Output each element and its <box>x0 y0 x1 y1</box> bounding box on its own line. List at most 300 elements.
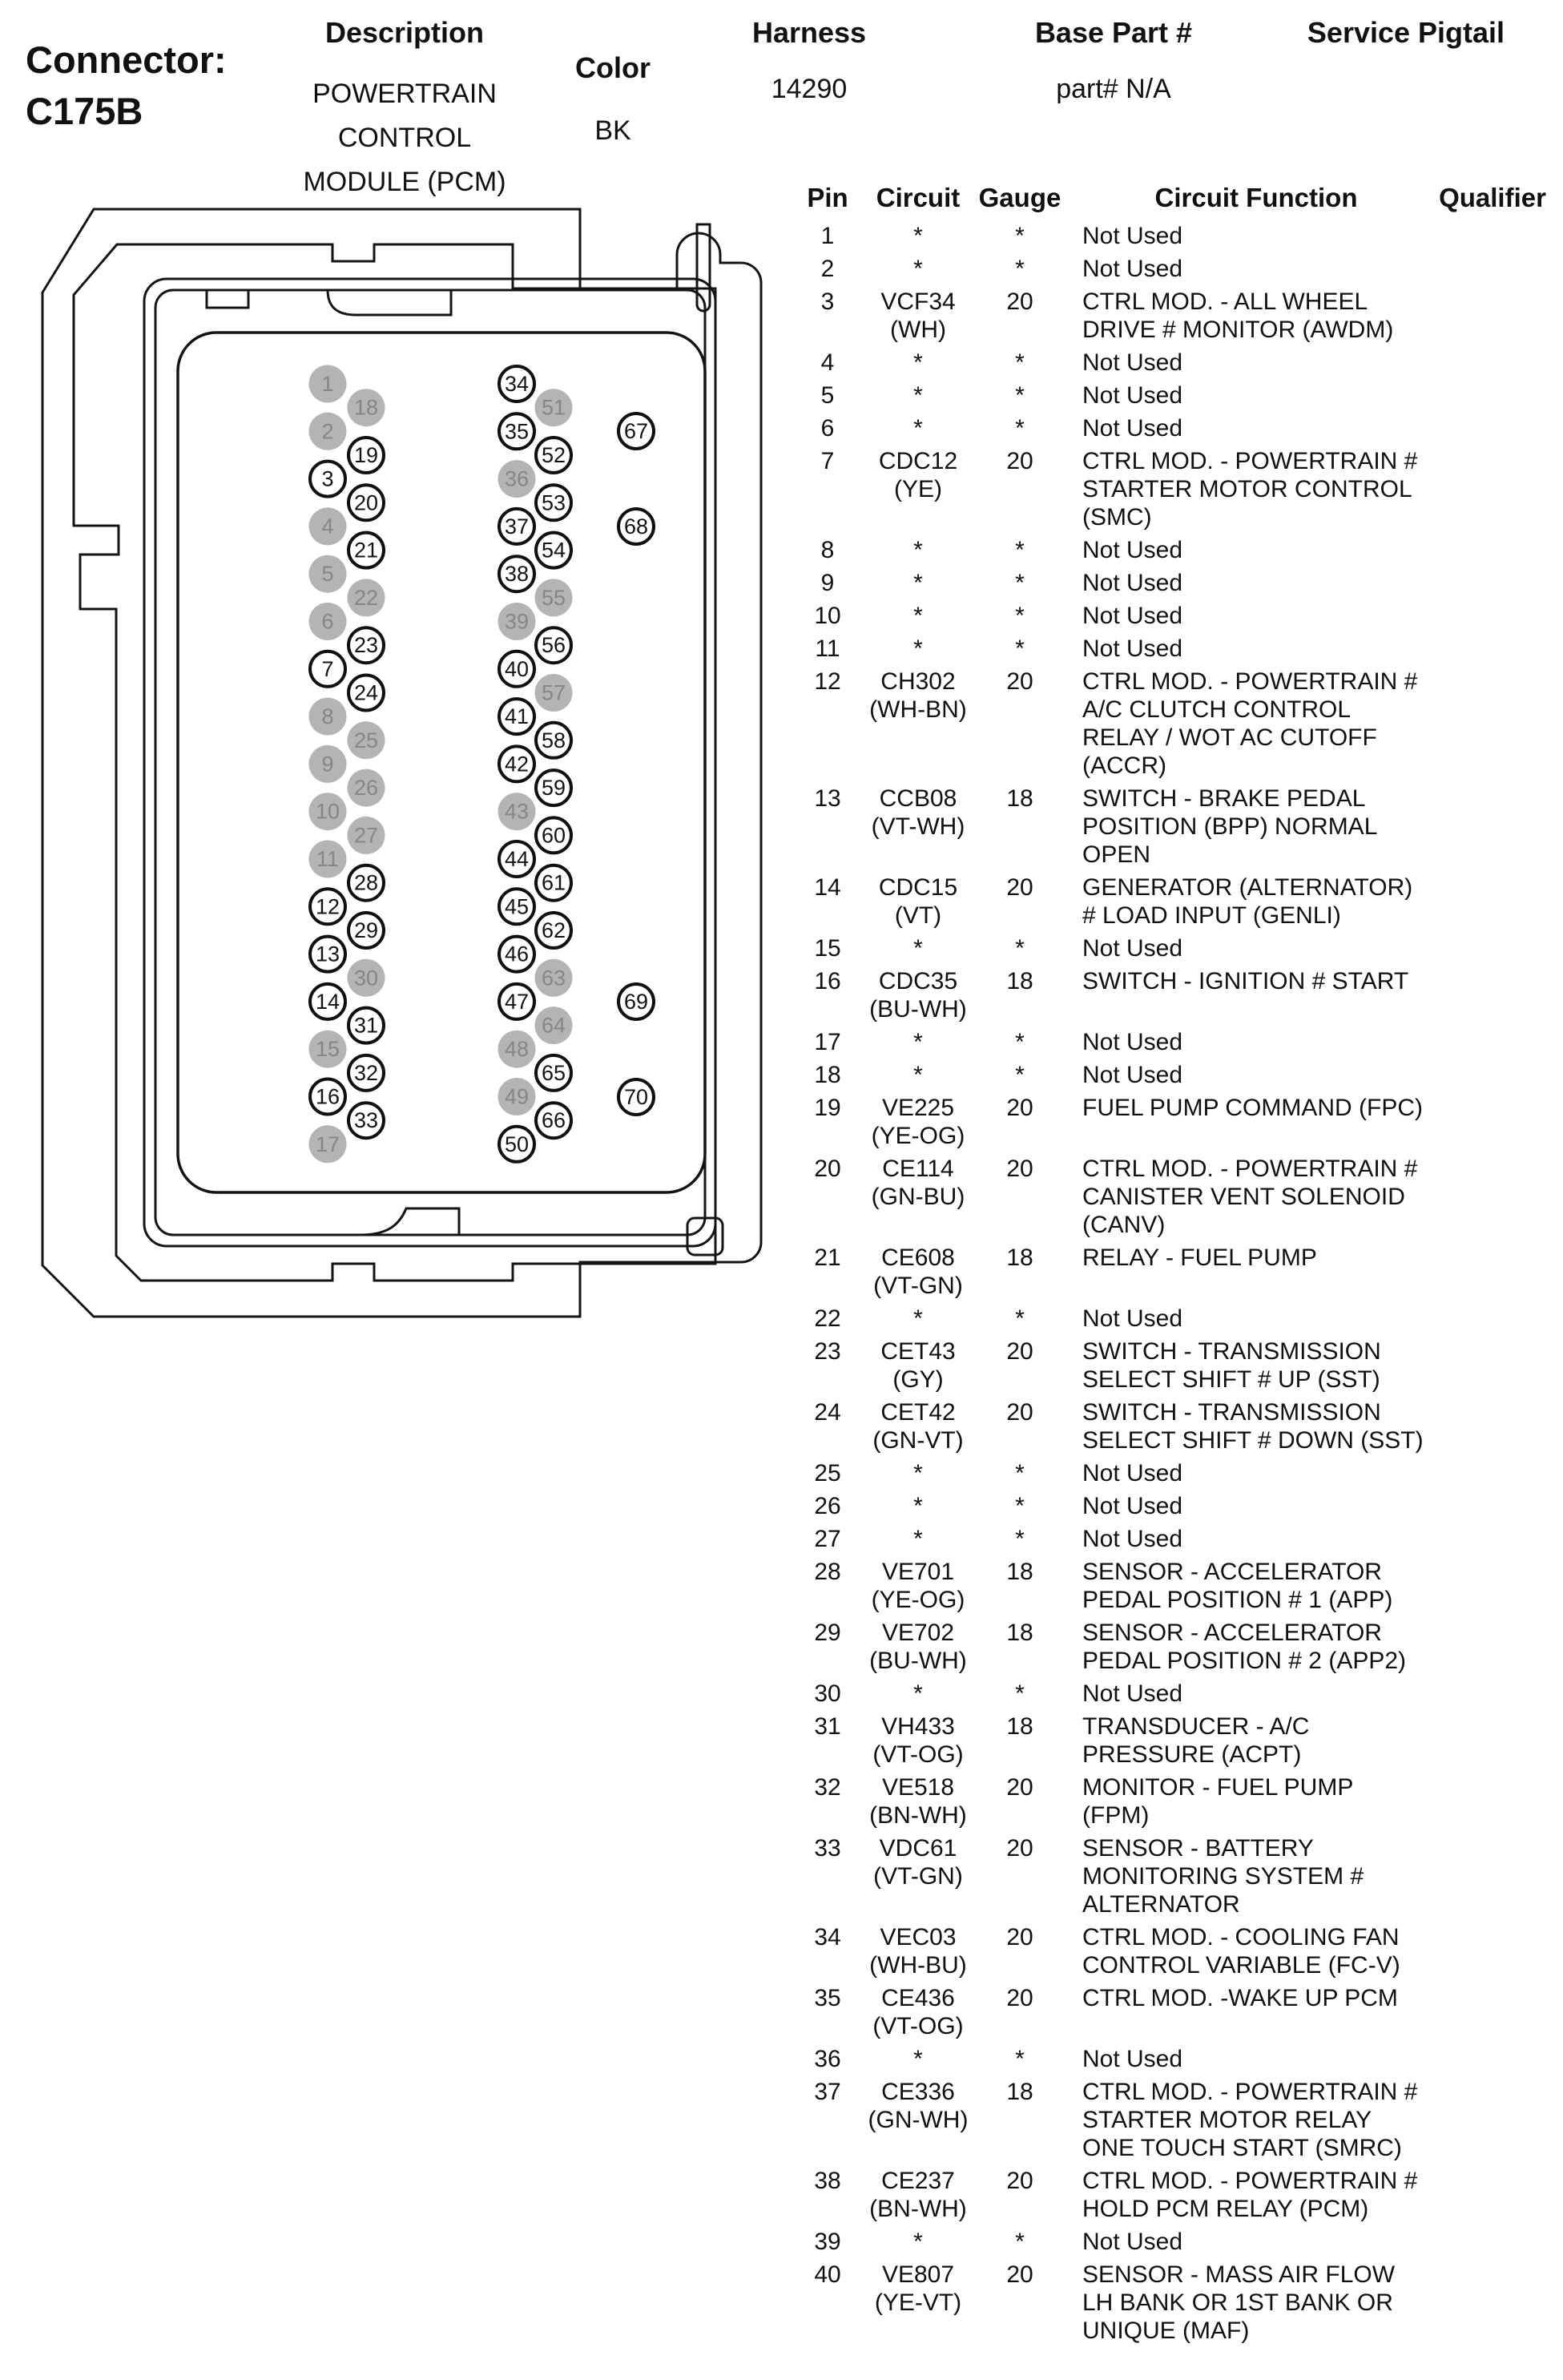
function-line: MONITOR - FUEL PUMP <box>1082 1774 1354 1801</box>
function-cell <box>1082 1834 1430 1918</box>
harness-block <box>745 16 873 105</box>
table-header-row <box>797 183 1555 220</box>
pin-cell: 28 <box>814 1559 841 1585</box>
service-pigtail-label: Service Pigtail <box>1307 16 1505 49</box>
description-line: MODULE (PCM) <box>303 167 506 197</box>
function-cell <box>1082 934 1430 962</box>
function-cell <box>1082 255 1430 283</box>
pin-number: 57 <box>541 680 566 705</box>
circuit-line: CCB08 <box>879 785 957 812</box>
pin-cell: 2 <box>820 256 835 282</box>
function-line: Not Used <box>1082 935 1183 962</box>
function-line: SELECT SHIFT # UP (SST) <box>1082 1366 1380 1393</box>
circuit-line: (GN-WH) <box>868 2107 969 2133</box>
gauge-cell: 20 <box>1006 448 1033 474</box>
function-line: HOLD PCM RELAY (PCM) <box>1082 2196 1369 2222</box>
function-cell <box>1082 1923 1430 1979</box>
function-line: RELAY / WOT AC CUTOFF <box>1082 724 1377 751</box>
table-row <box>797 1302 1555 1335</box>
function-line: CTRL MOD. - POWERTRAIN # <box>1082 668 1418 695</box>
function-cell <box>1082 447 1430 531</box>
table-row <box>797 346 1555 379</box>
function-cell <box>1082 1712 1430 1769</box>
pin-cell: 8 <box>820 537 835 563</box>
pin-cell: 34 <box>814 1924 841 1950</box>
table-row <box>797 1396 1555 1457</box>
table-row <box>797 2043 1555 2075</box>
pin-number: 18 <box>353 395 379 420</box>
function-line: CTRL MOD. - POWERTRAIN # <box>1082 1156 1418 1182</box>
pin-number: 22 <box>353 585 379 610</box>
pin-cell: 26 <box>814 1493 841 1519</box>
pin-cell: 32 <box>814 1774 841 1801</box>
pin-cell: 6 <box>820 415 835 442</box>
circuit-cell <box>858 414 978 442</box>
pin-cell: 27 <box>814 1526 841 1552</box>
pin-number: 23 <box>353 633 379 658</box>
table-row <box>797 2225 1555 2258</box>
gauge-cell: * <box>1015 1493 1025 1519</box>
table-row <box>797 1152 1555 1241</box>
function-line: STARTER MOTOR RELAY <box>1082 2107 1372 2133</box>
function-cell <box>1082 2045 1430 2073</box>
function-line: CTRL MOD. - COOLING FAN <box>1082 1924 1400 1950</box>
pin-number: 65 <box>541 1060 566 1085</box>
circuit-line: VE225 <box>881 1095 955 1121</box>
circuit-line: CE336 <box>881 2079 955 2105</box>
gauge-cell: * <box>1015 603 1025 629</box>
table-row <box>797 665 1555 782</box>
table-row <box>797 1335 1555 1396</box>
description-line: POWERTRAIN <box>312 79 497 109</box>
function-line: TRANSDUCER - A/C <box>1082 1713 1310 1740</box>
pin-number: 42 <box>504 752 530 777</box>
pin-number: 70 <box>623 1085 649 1109</box>
function-cell <box>1082 2261 1430 2345</box>
pin-number: 10 <box>315 799 340 824</box>
table-row <box>797 1457 1555 1490</box>
function-line: POSITION (BPP) NORMAL <box>1082 813 1378 840</box>
circuit-line: * <box>913 223 923 249</box>
pin-cell: 31 <box>814 1713 841 1740</box>
table-row <box>797 285 1555 346</box>
gauge-cell: * <box>1015 2046 1025 2072</box>
pin-number: 24 <box>353 680 379 705</box>
circuit-line: (GY) <box>892 1366 944 1393</box>
pin-number: 28 <box>353 870 379 895</box>
pin-number: 51 <box>541 395 566 420</box>
circuit-line: (WH) <box>890 317 946 343</box>
function-cell <box>1082 536 1430 564</box>
pin-number: 13 <box>315 942 340 966</box>
circuit-line: (VT-GN) <box>873 1863 963 1890</box>
gauge-cell: 20 <box>1006 1985 1033 2011</box>
circuit-line: * <box>913 256 923 282</box>
function-cell <box>1082 635 1430 663</box>
circuit-cell <box>858 447 978 503</box>
pin-cell: 33 <box>814 1835 841 1862</box>
function-cell <box>1082 668 1430 780</box>
pin-number: 49 <box>504 1084 530 1109</box>
function-line: Not Used <box>1082 537 1183 563</box>
circuit-line: (WH-BU) <box>869 1952 967 1979</box>
function-line: Not Used <box>1082 570 1183 596</box>
pin-number: 3 <box>321 466 334 491</box>
gauge-cell: 20 <box>1006 874 1033 901</box>
pin-cell: 9 <box>820 570 835 596</box>
table-row <box>797 2164 1555 2225</box>
table-row <box>797 412 1555 445</box>
table-row <box>797 632 1555 665</box>
pin-number: 58 <box>541 728 566 752</box>
function-cell <box>1082 1337 1430 1394</box>
function-cell <box>1082 222 1430 250</box>
pin-number: 36 <box>504 466 530 491</box>
pin-number: 66 <box>541 1108 566 1133</box>
gauge-cell: 18 <box>1006 1713 1033 1740</box>
table-row <box>797 252 1555 285</box>
pin-number: 33 <box>353 1108 379 1133</box>
circuit-cell <box>858 1558 978 1614</box>
pin-cell: 13 <box>814 785 841 812</box>
circuit-line: * <box>913 2046 923 2072</box>
function-cell <box>1082 1028 1430 1056</box>
table-row <box>797 379 1555 412</box>
function-cell <box>1082 381 1430 409</box>
circuit-line: * <box>913 1460 923 1486</box>
function-cell <box>1082 1305 1430 1333</box>
table-row <box>797 1710 1555 1771</box>
pin-cell: 19 <box>814 1095 841 1121</box>
circuit-cell <box>858 2045 978 2073</box>
gauge-cell: 20 <box>1006 2168 1033 2194</box>
gauge-cell: 20 <box>1006 1835 1033 1862</box>
description-label: Description <box>324 16 485 49</box>
pin-number: 41 <box>504 704 530 729</box>
gauge-cell: * <box>1015 570 1025 596</box>
gauge-cell: 20 <box>1006 288 1033 315</box>
pin-number: 46 <box>504 942 530 966</box>
circuit-line: CET43 <box>880 1338 956 1365</box>
pins-group <box>309 365 655 1164</box>
circuit-line: (BN-WH) <box>869 2196 967 2222</box>
pin-number: 17 <box>315 1132 340 1156</box>
col-header-pin: Pin <box>807 183 848 212</box>
circuit-line: VH433 <box>881 1713 955 1740</box>
table-row <box>797 2075 1555 2164</box>
pin-cell: 23 <box>814 1338 841 1365</box>
circuit-cell <box>858 1337 978 1394</box>
function-line: CTRL MOD. - POWERTRAIN # <box>1082 2079 1418 2105</box>
gauge-cell: * <box>1015 349 1025 376</box>
pin-number: 32 <box>353 1060 379 1085</box>
pin-cell: 12 <box>814 668 841 695</box>
table-row <box>797 1921 1555 1982</box>
circuit-line: * <box>913 1680 923 1707</box>
gauge-cell: 20 <box>1006 2261 1033 2288</box>
table-row <box>797 1677 1555 1710</box>
pin-number: 61 <box>541 870 566 895</box>
pin-number: 63 <box>541 966 566 990</box>
circuit-line: VE807 <box>881 2261 955 2288</box>
cavity-outline <box>178 333 705 1192</box>
table-row <box>797 932 1555 965</box>
gauge-cell: * <box>1015 635 1025 662</box>
function-cell <box>1082 1619 1430 1675</box>
pin-number: 6 <box>321 609 334 634</box>
circuit-line: (VT-GN) <box>873 1273 963 1299</box>
pin-number: 52 <box>541 443 566 467</box>
function-cell <box>1082 602 1430 630</box>
function-line: A/C CLUTCH CONTROL <box>1082 696 1352 723</box>
circuit-line: VE702 <box>881 1620 955 1646</box>
circuit-line: VDC61 <box>879 1835 957 1862</box>
function-line: CTRL MOD. - POWERTRAIN # <box>1082 448 1418 474</box>
function-cell <box>1082 1558 1430 1614</box>
connector-label: Connector: <box>26 38 227 81</box>
bottom-latch-ramp <box>361 1208 459 1235</box>
function-line: Not Used <box>1082 349 1183 376</box>
circuit-cell <box>858 785 978 841</box>
pin-cell: 18 <box>814 1062 841 1088</box>
function-line: RELAY - FUEL PUMP <box>1082 1244 1317 1271</box>
function-line: SENSOR - ACCELERATOR <box>1082 1620 1382 1646</box>
table-row <box>797 445 1555 534</box>
function-line: SWITCH - IGNITION # START <box>1082 968 1409 994</box>
pin-cell: 14 <box>814 874 841 901</box>
circuit-line: * <box>913 1062 923 1088</box>
circuit-cell <box>858 635 978 663</box>
pin-number: 8 <box>321 704 334 729</box>
function-line: PEDAL POSITION # 1 (APP) <box>1082 1587 1393 1613</box>
function-line: SWITCH - TRANSMISSION <box>1082 1338 1381 1365</box>
circuit-line: (YE-OG) <box>871 1123 965 1149</box>
circuit-line: * <box>913 603 923 629</box>
circuit-cell <box>858 222 978 250</box>
function-line: CTRL MOD. -WAKE UP PCM <box>1082 1985 1398 2011</box>
pin-number: 38 <box>504 562 530 587</box>
circuit-line: * <box>913 1526 923 1552</box>
circuit-cell <box>858 668 978 724</box>
circuit-line: CDC35 <box>878 968 958 994</box>
circuit-cell <box>858 1773 978 1829</box>
circuit-cell <box>858 2228 978 2256</box>
pin-cell: 21 <box>814 1244 841 1271</box>
circuit-line: CH302 <box>880 668 956 695</box>
pin-number: 19 <box>353 443 379 467</box>
function-line: (ACCR) <box>1082 752 1166 779</box>
circuit-cell <box>858 349 978 377</box>
table-row <box>797 220 1555 252</box>
function-line: ALTERNATOR <box>1082 1891 1240 1918</box>
function-line: (SMC) <box>1082 504 1152 530</box>
circuit-cell <box>858 255 978 283</box>
circuit-cell <box>858 602 978 630</box>
function-cell <box>1082 1680 1430 1708</box>
circuit-line: * <box>913 537 923 563</box>
gauge-cell: * <box>1015 415 1025 442</box>
gauge-cell: 18 <box>1006 2079 1033 2105</box>
table-row <box>797 1523 1555 1555</box>
gauge-cell: 18 <box>1006 785 1033 812</box>
function-line: Not Used <box>1082 415 1183 442</box>
circuit-cell <box>858 967 978 1023</box>
circuit-line: CDC15 <box>878 874 958 901</box>
pin-cell: 4 <box>820 349 835 376</box>
pin-number: 25 <box>353 728 379 752</box>
service-pigtail-block <box>1274 16 1538 50</box>
function-cell <box>1082 349 1430 377</box>
circuit-line: CE114 <box>882 1156 954 1182</box>
table-row <box>797 1555 1555 1616</box>
gauge-cell: 20 <box>1006 1338 1033 1365</box>
pin-number: 60 <box>541 823 566 848</box>
pin-cell: 5 <box>820 382 835 409</box>
circuit-cell <box>858 1459 978 1487</box>
circuit-cell <box>858 536 978 564</box>
pin-number: 5 <box>321 562 334 587</box>
pin-number: 2 <box>321 419 334 444</box>
gauge-cell: 18 <box>1006 1244 1033 1271</box>
circuit-line: * <box>913 2229 923 2255</box>
pin-number: 68 <box>623 514 649 539</box>
pin-number: 44 <box>504 847 530 871</box>
description-line: CONTROL <box>337 123 472 153</box>
table-row <box>797 1059 1555 1091</box>
circuit-cell <box>858 381 978 409</box>
function-line: Not Used <box>1082 2046 1183 2072</box>
table-row <box>797 1982 1555 2043</box>
circuit-cell <box>858 1492 978 1520</box>
function-line: (CANV) <box>1082 1212 1166 1238</box>
pin-number: 31 <box>353 1013 379 1038</box>
circuit-cell <box>858 1984 978 2040</box>
circuit-cell <box>858 1680 978 1708</box>
connector-diagram <box>24 207 777 1338</box>
pinout-table-body <box>797 220 1555 2347</box>
pin-number: 40 <box>504 656 530 681</box>
pin-number: 53 <box>541 490 566 515</box>
pin-number: 21 <box>353 538 379 563</box>
function-line: MONITORING SYSTEM # <box>1082 1863 1364 1890</box>
function-line: GENERATOR (ALTERNATOR) <box>1082 874 1413 901</box>
pin-number: 62 <box>541 918 566 942</box>
table-row <box>797 2258 1555 2347</box>
circuit-line: CE237 <box>881 2168 955 2194</box>
circuit-cell <box>858 873 978 930</box>
pin-cell: 36 <box>814 2046 841 2072</box>
function-line: SENSOR - ACCELERATOR <box>1082 1559 1382 1585</box>
pin-cell: 30 <box>814 1680 841 1707</box>
gauge-cell: 20 <box>1006 668 1033 695</box>
circuit-line: CDC12 <box>878 448 958 474</box>
function-cell <box>1082 1155 1430 1239</box>
pin-number: 15 <box>315 1037 340 1062</box>
pin-number: 4 <box>321 514 334 539</box>
pin-number: 30 <box>353 966 379 990</box>
description-block <box>256 16 553 204</box>
gauge-cell: * <box>1015 1305 1025 1332</box>
gauge-cell: * <box>1015 1062 1025 1088</box>
pin-number: 67 <box>623 419 649 443</box>
function-line: PEDAL POSITION # 2 (APP2) <box>1082 1648 1407 1674</box>
function-line: SENSOR - BATTERY <box>1082 1835 1314 1862</box>
base-part-value: part# N/A <box>1056 74 1171 104</box>
harness-label: Harness <box>751 16 867 49</box>
gauge-cell: 20 <box>1006 1399 1033 1426</box>
harness-value: 14290 <box>771 74 848 104</box>
pin-cell: 37 <box>814 2079 841 2105</box>
function-cell <box>1082 1773 1430 1829</box>
function-line: UNIQUE (MAF) <box>1082 2317 1250 2344</box>
pin-number: 50 <box>504 1132 530 1156</box>
pin-number: 43 <box>504 799 530 824</box>
circuit-line: VCF34 <box>880 288 956 315</box>
table-row <box>797 1771 1555 1832</box>
circuit-line: (YE-OG) <box>871 1587 965 1613</box>
function-line: STARTER MOTOR CONTROL <box>1082 476 1412 502</box>
circuit-cell <box>858 2078 978 2134</box>
function-cell <box>1082 1398 1430 1454</box>
circuit-line: * <box>913 1305 923 1332</box>
pin-number: 20 <box>353 490 379 515</box>
pin-cell: 22 <box>814 1305 841 1332</box>
circuit-line: (BN-WH) <box>869 1802 967 1829</box>
gauge-cell: * <box>1015 2229 1025 2255</box>
color-value: BK <box>594 115 631 146</box>
circuit-line: (YE) <box>894 476 942 502</box>
circuit-line: * <box>913 935 923 962</box>
gauge-cell: * <box>1015 537 1025 563</box>
table-row <box>797 599 1555 632</box>
pin-cell: 15 <box>814 935 841 962</box>
function-cell <box>1082 1525 1430 1553</box>
gauge-cell: * <box>1015 223 1025 249</box>
function-line: Not Used <box>1082 1460 1183 1486</box>
pin-number: 7 <box>321 656 334 681</box>
pin-number: 54 <box>541 538 566 563</box>
function-cell <box>1082 569 1430 597</box>
gauge-cell: 18 <box>1006 1559 1033 1585</box>
function-cell <box>1082 1459 1430 1487</box>
pin-number: 39 <box>504 609 530 634</box>
base-part-label: Base Part # <box>1034 16 1193 49</box>
table-row <box>797 1241 1555 1302</box>
function-cell <box>1082 1492 1430 1520</box>
pin-number: 26 <box>353 776 379 801</box>
circuit-cell <box>858 569 978 597</box>
circuit-line: CET42 <box>880 1399 956 1426</box>
function-line: Not Used <box>1082 2229 1183 2255</box>
connector-id: C175B <box>26 90 143 132</box>
table-row <box>797 965 1555 1026</box>
table-row <box>797 567 1555 599</box>
function-cell <box>1082 967 1430 995</box>
circuit-cell <box>858 1244 978 1300</box>
pinout-table <box>797 183 1555 2347</box>
pin-cell: 29 <box>814 1620 841 1646</box>
circuit-line: (YE-VT) <box>874 2289 962 2316</box>
pin-number: 69 <box>623 990 649 1014</box>
circuit-line: * <box>913 570 923 596</box>
pin-cell: 35 <box>814 1985 841 2011</box>
pin-cell: 10 <box>814 603 841 629</box>
circuit-cell <box>858 1028 978 1056</box>
table-row <box>797 782 1555 871</box>
function-cell <box>1082 414 1430 442</box>
pin-cell: 3 <box>820 288 835 315</box>
pin-cell: 7 <box>820 448 835 474</box>
